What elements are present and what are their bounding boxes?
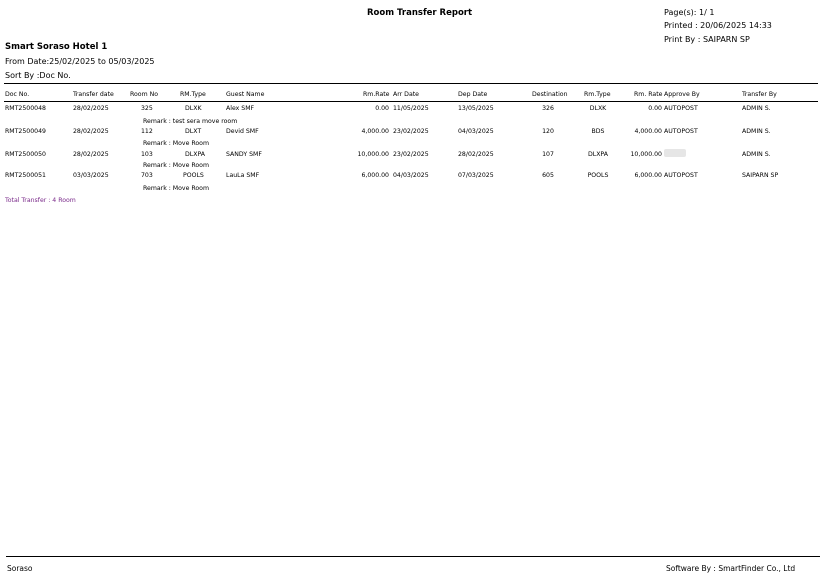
cell-guest-name: LauLa SMF	[226, 172, 260, 179]
hotel-name: Smart Soraso Hotel 1	[5, 42, 108, 52]
cell-approve-by: AUTOPOST	[664, 105, 698, 112]
cell-transfer-date: 03/03/2025	[73, 172, 109, 179]
cell-rm-rate-2: 4,000.00	[634, 128, 662, 135]
row-remark: Remark : Move Room	[143, 140, 209, 147]
printed-timestamp: Printed : 20/06/2025 14:33	[664, 21, 772, 30]
cell-rm-type-2: DLXPA	[587, 151, 609, 158]
cell-rm-type-2: DLXK	[589, 105, 607, 112]
cell-destination: 326	[542, 105, 554, 112]
cell-guest-name: Alex SMF	[226, 105, 255, 112]
cell-dep-date: 04/03/2025	[458, 128, 494, 135]
cell-guest-name: SANDY SMF	[226, 151, 262, 158]
col-rm-rate-2: Rm. Rate	[634, 91, 663, 98]
cell-destination: 605	[542, 172, 554, 179]
cell-transfer-by: ADMIN S.	[742, 151, 771, 158]
cell-rm-type: POOLS	[183, 172, 204, 179]
row-remark: Remark : test sera move room	[143, 118, 238, 125]
print-by: Print By : SAIPARN SP	[664, 35, 750, 44]
col-transfer-date: Transfer date	[73, 91, 114, 98]
cell-room-no: 103	[141, 151, 153, 158]
col-guest-name: Guest Name	[226, 91, 265, 98]
cell-rm-type: DLXK	[185, 105, 202, 112]
col-rm-type-2: Rm.Type	[584, 91, 611, 98]
col-rm-rate: Rm.Rate	[363, 91, 390, 98]
cell-rm-rate-2: 10,000.00	[630, 151, 662, 158]
cell-rm-rate-2: 0.00	[648, 105, 662, 112]
cell-doc-no: RMT2500051	[5, 172, 46, 179]
cell-arr-date: 23/02/2025	[393, 151, 429, 158]
footer-company: Soraso	[7, 564, 33, 573]
cell-dep-date: 13/05/2025	[458, 105, 494, 112]
cell-rm-rate-2: 6,000.00	[634, 172, 662, 179]
cell-rm-rate: 0.00	[375, 105, 389, 112]
cell-rm-type: DLXT	[185, 128, 202, 135]
col-approve-by: Approve By	[664, 91, 700, 98]
cell-room-no: 325	[141, 105, 153, 112]
col-rm-type: RM.Type	[180, 91, 206, 98]
cell-rm-rate: 4,000.00	[361, 128, 389, 135]
cell-arr-date: 11/05/2025	[393, 105, 429, 112]
cell-doc-no: RMT2500048	[5, 105, 46, 112]
total-transfer: Total Transfer : 4 Room	[5, 197, 76, 204]
cell-doc-no: RMT2500049	[5, 128, 46, 135]
cell-dep-date: 07/03/2025	[458, 172, 494, 179]
cell-rm-rate: 6,000.00	[361, 172, 389, 179]
cell-destination: 120	[542, 128, 554, 135]
cell-rm-type-2: BDS	[591, 128, 605, 135]
col-transfer-by: Transfer By	[742, 91, 777, 98]
report-title: Room Transfer Report	[367, 8, 473, 18]
col-arr-date: Arr Date	[393, 91, 419, 98]
cell-arr-date: 23/02/2025	[393, 128, 429, 135]
cell-approve-by: AUTOPOST	[664, 128, 698, 135]
cell-destination: 107	[542, 151, 554, 158]
header-top-rule	[4, 83, 818, 84]
cell-guest-name: Devid SMF	[226, 128, 259, 135]
cell-transfer-date: 28/02/2025	[73, 128, 109, 135]
col-doc-no: Doc No.	[5, 91, 30, 98]
redacted-approver	[664, 149, 686, 157]
cell-room-no: 112	[141, 128, 153, 135]
cell-transfer-date: 28/02/2025	[73, 151, 109, 158]
cell-rm-type-2: POOLS	[587, 172, 609, 179]
footer-software-by: Software By : SmartFinder Co., Ltd	[666, 564, 796, 573]
cell-rm-type: DLXPA	[185, 151, 206, 158]
cell-transfer-by: ADMIN S.	[742, 105, 771, 112]
header-bottom-rule	[4, 101, 818, 102]
page-count: Page(s): 1/ 1	[664, 8, 715, 17]
cell-transfer-by: ADMIN S.	[742, 128, 771, 135]
col-room-no: Room No	[130, 91, 159, 98]
cell-doc-no: RMT2500050	[5, 151, 46, 158]
cell-arr-date: 04/03/2025	[393, 172, 429, 179]
date-range: From Date:25/02/2025 to 05/03/2025	[5, 57, 155, 66]
row-remark: Remark : Move Room	[143, 162, 209, 169]
row-remark: Remark : Move Room	[143, 185, 209, 192]
col-destination: Destination	[532, 91, 568, 98]
cell-room-no: 703	[141, 172, 153, 179]
col-dep-date: Dep Date	[458, 91, 488, 98]
cell-approve-by: AUTOPOST	[664, 172, 698, 179]
sort-by: Sort By :Doc No.	[5, 71, 71, 80]
footer-rule	[6, 556, 820, 557]
cell-transfer-by: SAIPARN SP	[742, 172, 779, 179]
cell-rm-rate: 10,000.00	[357, 151, 389, 158]
cell-transfer-date: 28/02/2025	[73, 105, 109, 112]
cell-dep-date: 28/02/2025	[458, 151, 494, 158]
